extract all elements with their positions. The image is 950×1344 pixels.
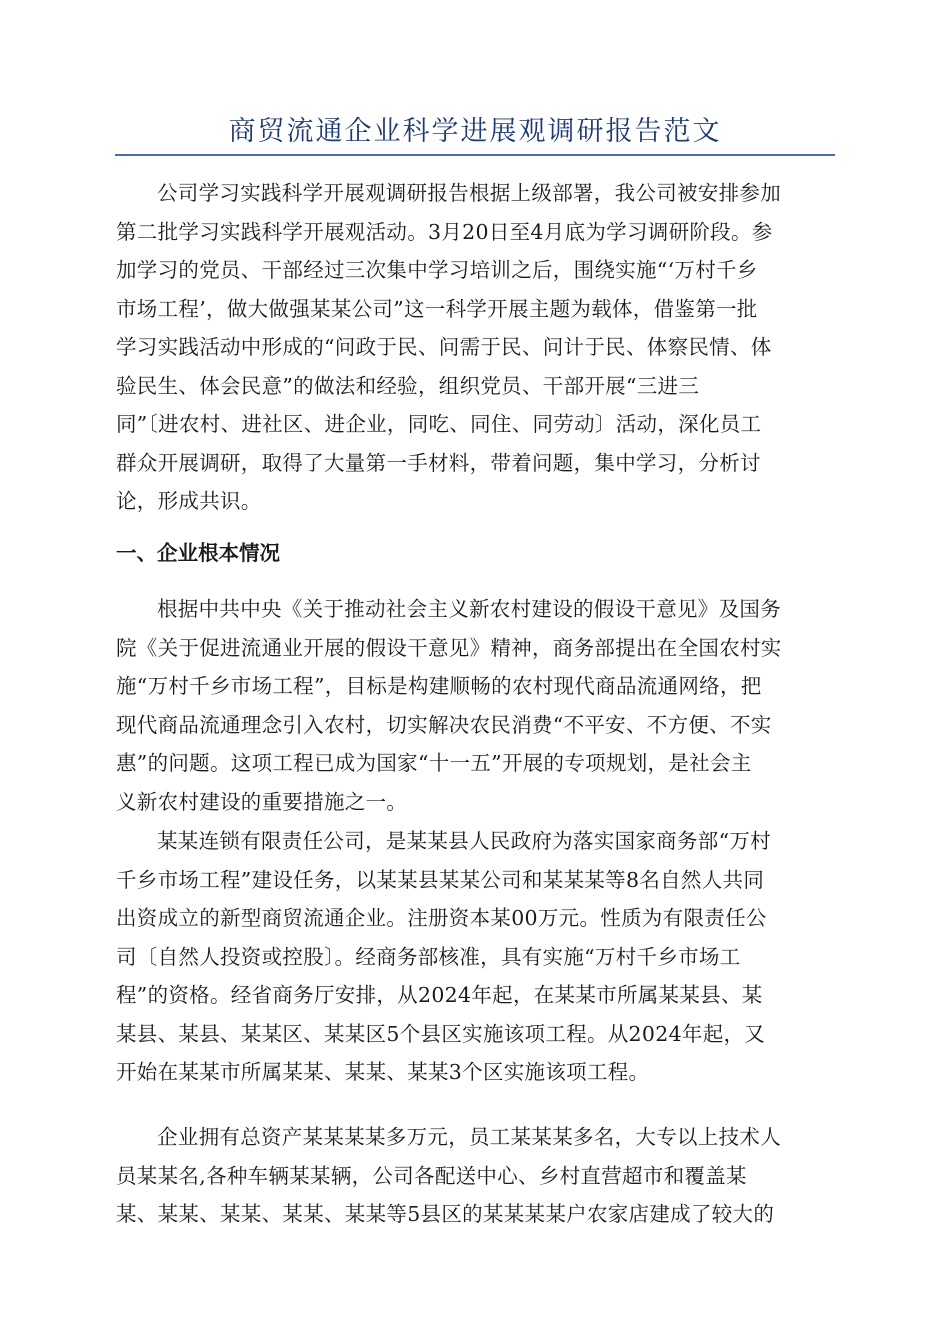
paragraph-line: 施“万村千乡市场工程”，目标是构建顺畅的农村现代商品流通网络，把 [116,674,762,698]
intro-paragraph [116,174,834,521]
paragraph-line: 程”的资格。经省商务厅安排，从2024年起，在某某市所属某某县、某 [116,983,763,1007]
intro-line: 公司学习实践科学开展观调研报告根据上级部署，我公司被安排参加 [157,181,781,205]
paragraph-line: 义新农村建设的重要措施之一。 [116,789,408,814]
title-underline [115,154,835,156]
paragraph-line: 某县、某县、某某区、某某区5个县区实施该项工程。从2024年起，又 [116,1021,766,1046]
section-heading: 一、企业根本情况 [116,541,280,565]
intro-line: 论，形成共识。 [116,489,262,513]
paragraph-line: 惠”的问题。这项工程已成为国家“十一五”开展的专项规划，是社会主 [116,751,752,775]
paragraph-line: 根据中共中央《关于推动社会主义新农村建设的假设干意见》及国务 [157,597,781,621]
paragraph-line: 员某某名,各种车辆某某辆，公司各配送中心、乡村直营超市和覆盖某 [116,1163,747,1188]
intro-line: 学习实践活动中形成的“问政于民、问需于民、问计于民、体察民情、体 [116,335,772,359]
paragraph-line: 院《关于促进流通业开展的假设干意见》精神，商务部提出在全国农村实 [116,635,782,660]
paragraph-line: 出资成立的新型商贸流通企业。注册资本某00万元。性质为有限责任公 [116,906,767,930]
paragraph-line: 某某连锁有限责任公司，是某某县人民政府为落实国家商务部“万村 [157,829,771,853]
section1-paragraph-3 [116,1118,834,1234]
document-title: 商贸流通企业科学进展观调研报告范文 [228,116,722,147]
intro-line: 第二批学习实践科学开展观活动。3月20日至4月底为学习调研阶段。参 [116,219,773,244]
paragraph-line: 企业拥有总资产某某某某多万元，员工某某某多名，大专以上技术人 [157,1125,781,1149]
intro-line: 验民生、体会民意”的做法和经验，组织党员、干部开展“三进三 [116,373,700,398]
paragraph-line: 司〔自然人投资或控股〕。经商务部核准，具有实施“万村千乡市场工 [116,944,741,969]
intro-line: 同”〔进农村、进社区、进企业，同吃、同住、同劳动〕活动，深化员工 [116,412,762,436]
paragraph-line: 现代商品流通理念引入农村，切实解决农民消费“不平安、不方便、不实 [116,712,772,737]
intro-line: 加学习的党员、干部经过三次集中学习培训之后，围绕实施“‘万村千乡 [116,258,758,282]
intro-line: 群众开展调研，取得了大量第一手材料，带着问题，集中学习，分析讨 [116,450,761,475]
paragraph-line: 开始在某某市所属某某、某某、某某3个区实施该项工程。 [116,1060,650,1084]
paragraph-line: 千乡市场工程”建设任务，以某某县某某公司和某某某等8名自然人共同 [116,867,765,892]
intro-line: 市场工程’，做大做强某某公司”这一科学开展主题为载体，借鉴第一批 [116,296,758,321]
section1-paragraph-1 [116,590,834,821]
section1-paragraph-2 [116,822,834,1092]
paragraph-line: 某、某某、某某、某某、某某等5县区的某某某某户农家店建成了较大的 [116,1202,775,1226]
